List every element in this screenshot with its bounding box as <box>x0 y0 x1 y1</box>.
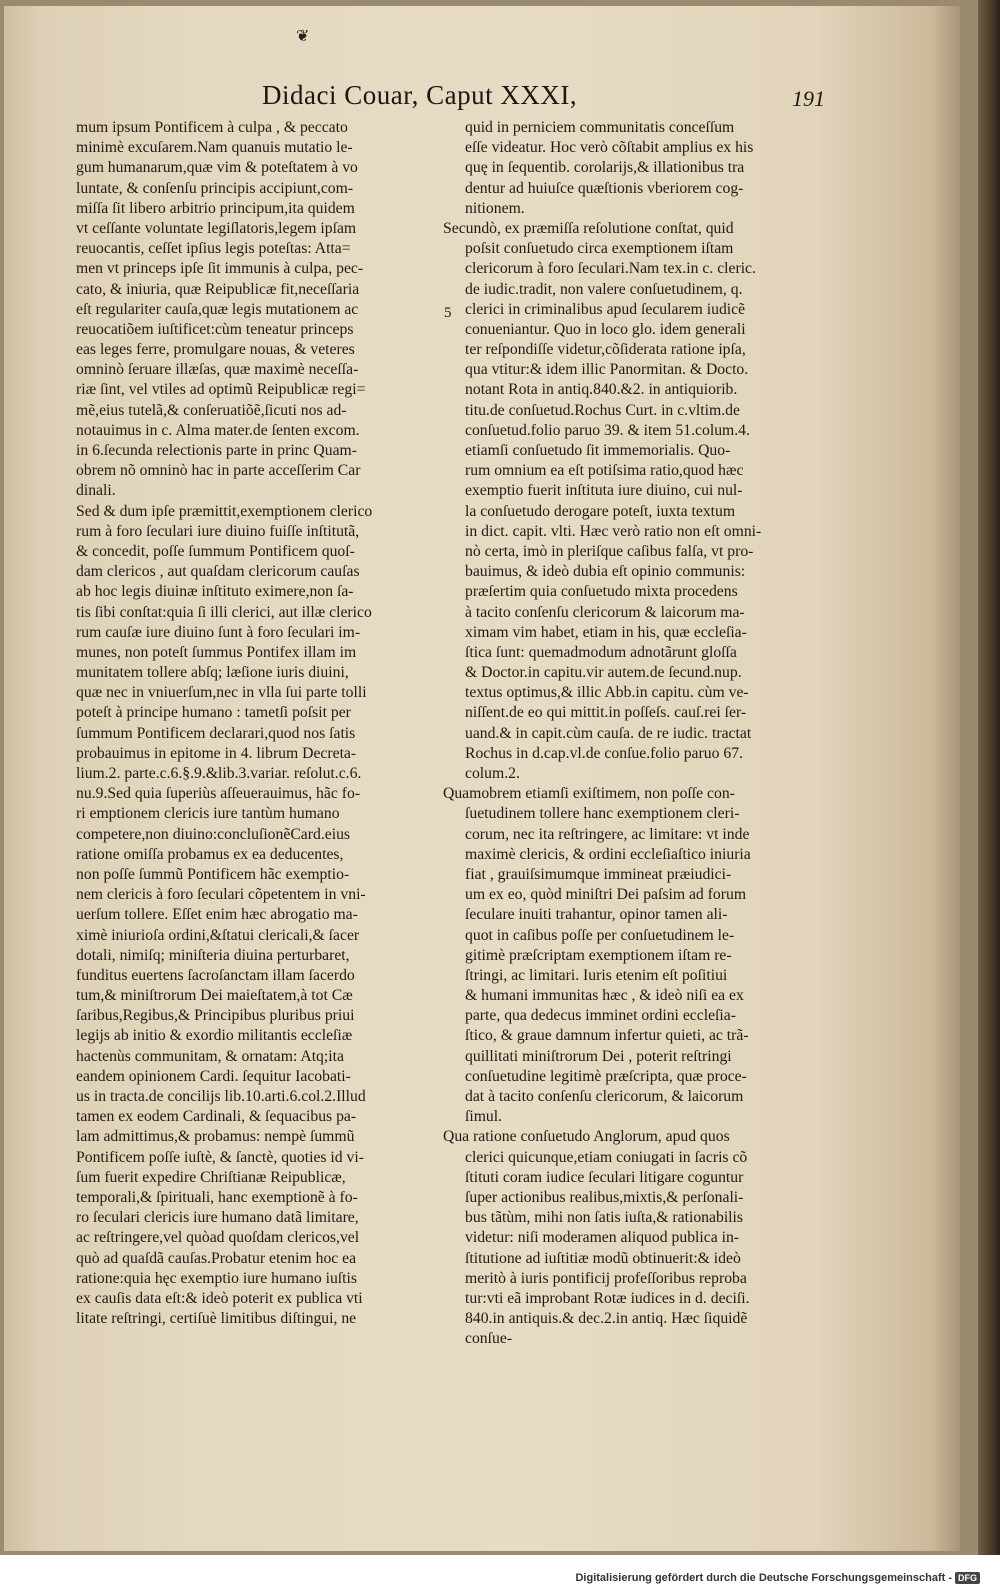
page-number: 191 <box>792 86 825 111</box>
text-line: ter reſpondiſſe videtur,cõſiderata ratione ipſa, <box>465 341 746 359</box>
text-line: ſtituti coram iudice ſeculari litigare coguntur <box>465 1168 744 1186</box>
text-line: Rochus in d.cap.vl.de conſue.folio paruo 67. <box>465 744 743 762</box>
text-line: eſſe videatur. Hoc verò cõſtabit amplius ex his <box>465 139 754 157</box>
text-line: titu.de conſuetud.Rochus Curt. in c.vltim.de <box>465 401 740 419</box>
text-line: la conſuetudo derogare poteſt, iuxta textum <box>465 502 736 520</box>
text-line: clerici quicunque,etiam coniugati in ſacris cõ <box>465 1148 748 1166</box>
text-line: hactenùs communitam, & ornatam: Atq;ita <box>76 1047 344 1065</box>
text-line: ſuper actionibus realibus,mixtis,& perſonali- <box>465 1188 744 1206</box>
text-line: uand.& in capit.cùm cauſa. de re iudic. tractat <box>465 724 752 742</box>
text-line: non poſſe ſummũ Pontificem hãc exemptio- <box>76 865 350 883</box>
text-line: & concedit, poſſe ſummum Pontificem quoſ- <box>76 542 355 560</box>
text-line: cato, & iniuria, quæ Reipublicæ fit,neceſſaria <box>76 280 360 298</box>
text-line: 840.in antiquis.& dec.2.in antiq. Hæc ſiquidẽ <box>465 1310 748 1328</box>
text-line: temporali,& ſpirituali, hanc exemptionẽ à fo- <box>76 1188 358 1206</box>
text-line: dat à tacito conſenſu clericorum, & laicorum <box>465 1088 744 1105</box>
text-line: men vt princeps ipſe ſit immunis à culpa, pec- <box>76 260 364 278</box>
text-line: ximè iniurioſa ordini,&ſtatui clericali,& ſacer <box>76 926 360 944</box>
text-line: gitimè præſcriptam exemptionem iſtam re- <box>465 946 732 964</box>
text-line: eſt regulariter cauſa,quæ legis mutationem ac <box>76 300 359 318</box>
running-head: Didaci Couar, Caput XXXI, <box>262 80 578 110</box>
text-line: præſertim quia conſuetudo mixta procedens <box>465 583 738 601</box>
text-line: quot in caſibus poſſe per conſuetudinem le- <box>465 926 735 944</box>
book-spine <box>978 0 1000 1555</box>
text-line: ſtico, & graue damnum infertur quieti, ac trã- <box>465 1027 749 1045</box>
text-line: ratione omiſſa probamus ex ea deducentes, <box>76 845 344 863</box>
left-text-column <box>76 118 431 1329</box>
text-line: tis ſibi conſtat:quia ſi illi clerici, aut illæ clerico <box>76 603 372 621</box>
printer-ornament: ❦ <box>296 26 310 45</box>
text-line: ſaribus,Regibus,& Principibus pluribus priui <box>76 1007 355 1025</box>
text-line: Secundò, ex præmiſſa reſolutione conſtat, quid <box>443 219 734 237</box>
text-line: uerſum tollere. Eſſet enim hæc abrogatio ma- <box>76 906 358 924</box>
text-line: conſuetudine legitimè præſcripta, quæ proce- <box>465 1067 747 1085</box>
text-line: nem clericis à foro ſeculari cõpetentem in vni- <box>76 886 366 904</box>
text-line: tamen ex eodem Cardinali, & ſequacibus pa- <box>76 1108 357 1126</box>
text-line: à tacito conſenſu clericorum & laicorum ma- <box>465 603 745 621</box>
text-line: notauimus in c. Alma mater.de ſenten excom. <box>76 421 360 439</box>
text-line: legijs ab initio & exordio militantis eccleſiæ <box>76 1027 353 1045</box>
text-line: quæ nec in vniuerſum,nec in vlla ſui parte tolli <box>76 684 367 702</box>
text-line: competere,non diuino:concluſionẽCard.eius <box>76 825 351 843</box>
text-line: conueniantur. Quo in loco glo. idem generali <box>465 320 746 338</box>
text-line: luntate, & conſenſu principis accipiunt,com- <box>76 179 354 197</box>
text-line: reuocantis, ceſſet ipſius legis poteſtas: Atta= <box>76 240 351 258</box>
text-line: lium.2. parte.c.6.§.9.&lib.3.variar. reſolut.c.6. <box>76 765 362 782</box>
text-line: ratione:quia hęc exemptio iure humano iuſtis <box>76 1269 357 1287</box>
text-line: conſue- <box>465 1330 513 1348</box>
text-line: lam admittimus,& probamus: nempè ſummũ <box>76 1128 355 1146</box>
digitization-credit <box>575 1572 980 1584</box>
dfg-logo: DFG <box>955 1572 980 1584</box>
margin-section-number: 5 <box>444 305 452 321</box>
text-line: reuocatiõem iuſtificet:cùm teneatur princeps <box>76 320 354 338</box>
text-line: tum,& miniſtrorum Dei maieſtatem,à tot Cæ <box>76 987 353 1005</box>
text-line: rum à foro ſeculari iure diuino fuiſſe inſtitutã, <box>76 522 360 540</box>
text-line: miſſa ſit libero arbitrio principum,ita quidem <box>76 199 355 217</box>
text-line: Pontificem poſſe iuſtè, & ſanctè, quoties id vi- <box>76 1148 364 1166</box>
text-line: ſtringi, ac limitari. Iuris etenim eſt poſitiui <box>465 966 728 984</box>
text-line: bauimus, & ideò dubia eſt opinio communis: <box>465 563 746 581</box>
text-line: de iudic.tradit, non valere conſuetudinem, q. <box>465 280 743 298</box>
text-line: litate reſtringi, certiſuè limitibus diſtingui, ne <box>76 1310 357 1328</box>
text-line: & humani immunitas hæc , & ideò niſi ea ex <box>465 987 744 1005</box>
text-line: gum humanarum,quæ vim & poteſtatem à vo <box>76 159 358 177</box>
text-line: & Doctor.in capitu.vir autem.de ſecund.nup. <box>465 664 742 682</box>
credit-text: Digitalisierung gefördert durch die Deutsche Forschungsgemeinschaft - <box>575 1572 952 1584</box>
text-line: conſuetud.folio paruo 39. & item 51.colum.4. <box>465 421 750 439</box>
text-line: in dict. capit. vlti. Hæc verò ratio non eſt omni- <box>465 522 762 540</box>
text-line: qua vtitur:& idem illic Panormitan. & Docto. <box>465 361 749 379</box>
text-line: probauimus in epitome in 4. librum Decreta- <box>76 744 357 762</box>
text-line: ro ſeculari clericis iure humano datã limitare, <box>76 1209 359 1227</box>
text-line: ab hoc legis diuinæ inſtituto eximere,non ſa- <box>76 583 354 601</box>
text-line: corum, nec ita reſtringere, ac limitare: vt inde <box>465 825 750 843</box>
text-line: nitionem. <box>465 199 525 217</box>
text-line: in 6.ſecunda relectionis parte in princ Quam- <box>76 442 357 459</box>
text-line: ſimul. <box>465 1108 503 1126</box>
text-line: meritò à iuris pontificij profeſſoribus reproba <box>465 1269 747 1287</box>
text-line: omninò ſeruare illæſas, quæ maximè neceſſa- <box>76 361 359 379</box>
text-line: ximam vim habet, etiam in his, quæ eccleſia- <box>465 623 747 641</box>
text-line: rum cauſæ iure diuino ſunt à foro ſeculari im- <box>76 623 361 641</box>
text-line: rum omnium ea eſt potiſsima ratio,quod hæc <box>465 462 744 480</box>
text-line: munes, non poteſt ſummus Pontifex illam im <box>76 643 357 661</box>
text-line: bus tãtùm, mihi non ſatis iuſta,& rationabilis <box>465 1209 743 1227</box>
text-line: ex cauſis data eſt:& ideò poterit ex publica vti <box>76 1289 363 1307</box>
text-line: niſſent.de eo qui mittit.in poſſeſs. cauſ.rei ſer- <box>465 704 747 722</box>
text-line: mẽ,eius tutelã,& conſeruatiõẽ,ſicuti nos ad- <box>76 401 347 419</box>
text-line: dentur ad huiuſce quæſtionis vberiorem cog- <box>465 179 744 197</box>
text-line: nò certa, imò in pleriſque caſibus falſa, vt pro- <box>465 542 754 560</box>
text-line: dotali, nimiſq; miniſteria diuina perturbaret, <box>76 946 350 964</box>
text-line: eas leges ferre, promulgare nouas, & veteres <box>76 341 355 359</box>
text-line: notant Rota in antiq.840.&2. in antiquiorib. <box>465 381 738 399</box>
text-line: eandem opinionem Cardi. ſequitur Iacobati- <box>76 1067 351 1085</box>
text-line: videtur: niſi moderamen aliquod publica in- <box>465 1229 740 1247</box>
text-line: ſeculare inuiti trahantur, opinor tamen ali- <box>465 906 728 924</box>
text-line: exemptio fuerit inſtituta iure diuino, cui nul- <box>465 482 743 500</box>
text-line: colum.2. <box>465 765 520 782</box>
text-line: ſtitutione ad iuſtitiæ modũ obtinuerit:& ideò <box>465 1249 741 1267</box>
text-line: fiat , grauiſsimumque immineat præiudici- <box>465 865 732 883</box>
text-line: mum ipsum Pontificem à culpa , & peccato <box>76 119 348 136</box>
text-line: ri emptionem clericis iure tantùm humano <box>76 805 340 823</box>
text-line: quillitati miniſtrorum Dei , poterit reſtringi <box>465 1047 732 1065</box>
text-line: clerici in criminalibus apud ſecularem iudicẽ <box>465 300 746 318</box>
text-line: Quamobrem etiamſi exiſtimem, non poſſe con- <box>443 785 735 803</box>
text-line: textus optimus,& illic Abb.in capitu. cùm ve- <box>465 684 749 702</box>
text-line: Sed & dum ipſe præmittit,exemptionem clerico <box>76 502 373 520</box>
text-line: tur:vti eã improbant Rotæ iudices in d. deciſi. <box>465 1289 750 1307</box>
text-line: Qua ratione conſuetudo Anglorum, apud quos <box>443 1128 730 1146</box>
text-line: quid in perniciem communitatis conceſſum <box>465 119 735 136</box>
text-line: munitatem tollere abſq; læſione iuris diuini, <box>76 664 349 682</box>
text-line: etiamſi conſuetudo ſit immemorialis. Quo- <box>465 442 731 459</box>
right-text-column <box>443 118 823 1349</box>
text-line: quę in ſequentib. corolarijs,& illationibus tra <box>465 159 745 177</box>
text-line: maximè clericis, & ordini eccleſiaſtico iniuria <box>465 845 751 863</box>
text-line: quò ad quaſdã cauſas.Probatur etenim hoc ea <box>76 1249 357 1267</box>
text-line: funditus euertens ſacroſanctam illam ſacerdo <box>76 966 355 984</box>
text-line: nu.9.Sed quia ſuperiùs aſſeuerauimus, hãc fo- <box>76 785 361 803</box>
text-line: minimè excuſarem.Nam quanuis mutatio le- <box>76 139 353 157</box>
text-line: riæ ſint, vel vtiles ad optimũ Reipublicæ regi= <box>76 381 366 399</box>
text-line: vt ceſſante voluntate legiſlatoris,legem ipſam <box>76 219 357 237</box>
text-line: ſuetudinem tollere hanc exemptionem cleri- <box>465 805 740 823</box>
text-line: um ex eo, quòd miniſtri Dei paſsim ad forum <box>465 886 747 904</box>
text-line: dinali. <box>76 482 116 500</box>
text-line: ac reſtringere,vel quòad quoſdam clericos,vel <box>76 1229 360 1247</box>
text-line: dam clericos , aut quaſdam clericorum cauſas <box>76 563 360 581</box>
text-line: obrem nõ omninò hac in parte acceſſerim Car <box>76 462 361 480</box>
text-line: clericorum à foro ſeculari.Nam tex.in c. cleric. <box>465 260 756 278</box>
text-line: us in tracta.de concilijs lib.10.arti.6.col.2.Illud <box>76 1088 366 1105</box>
text-line: ſum fuerit expedire Chriſtianæ Reipublicæ, <box>76 1168 346 1186</box>
text-line: ſtica ſunt: quemadmodum adnotãrunt gloſſa <box>465 643 737 661</box>
text-line: poteſt à principe humano : tametſi poſsit per <box>76 704 351 722</box>
text-line: poſsit conſuetudo circa exemptionem iſtam <box>465 240 734 258</box>
text-line: parte, qua dedecus imminet ordini eccleſia- <box>465 1007 736 1025</box>
text-line: ſummum Pontificem declarari,quod nos ſatis <box>76 724 356 742</box>
